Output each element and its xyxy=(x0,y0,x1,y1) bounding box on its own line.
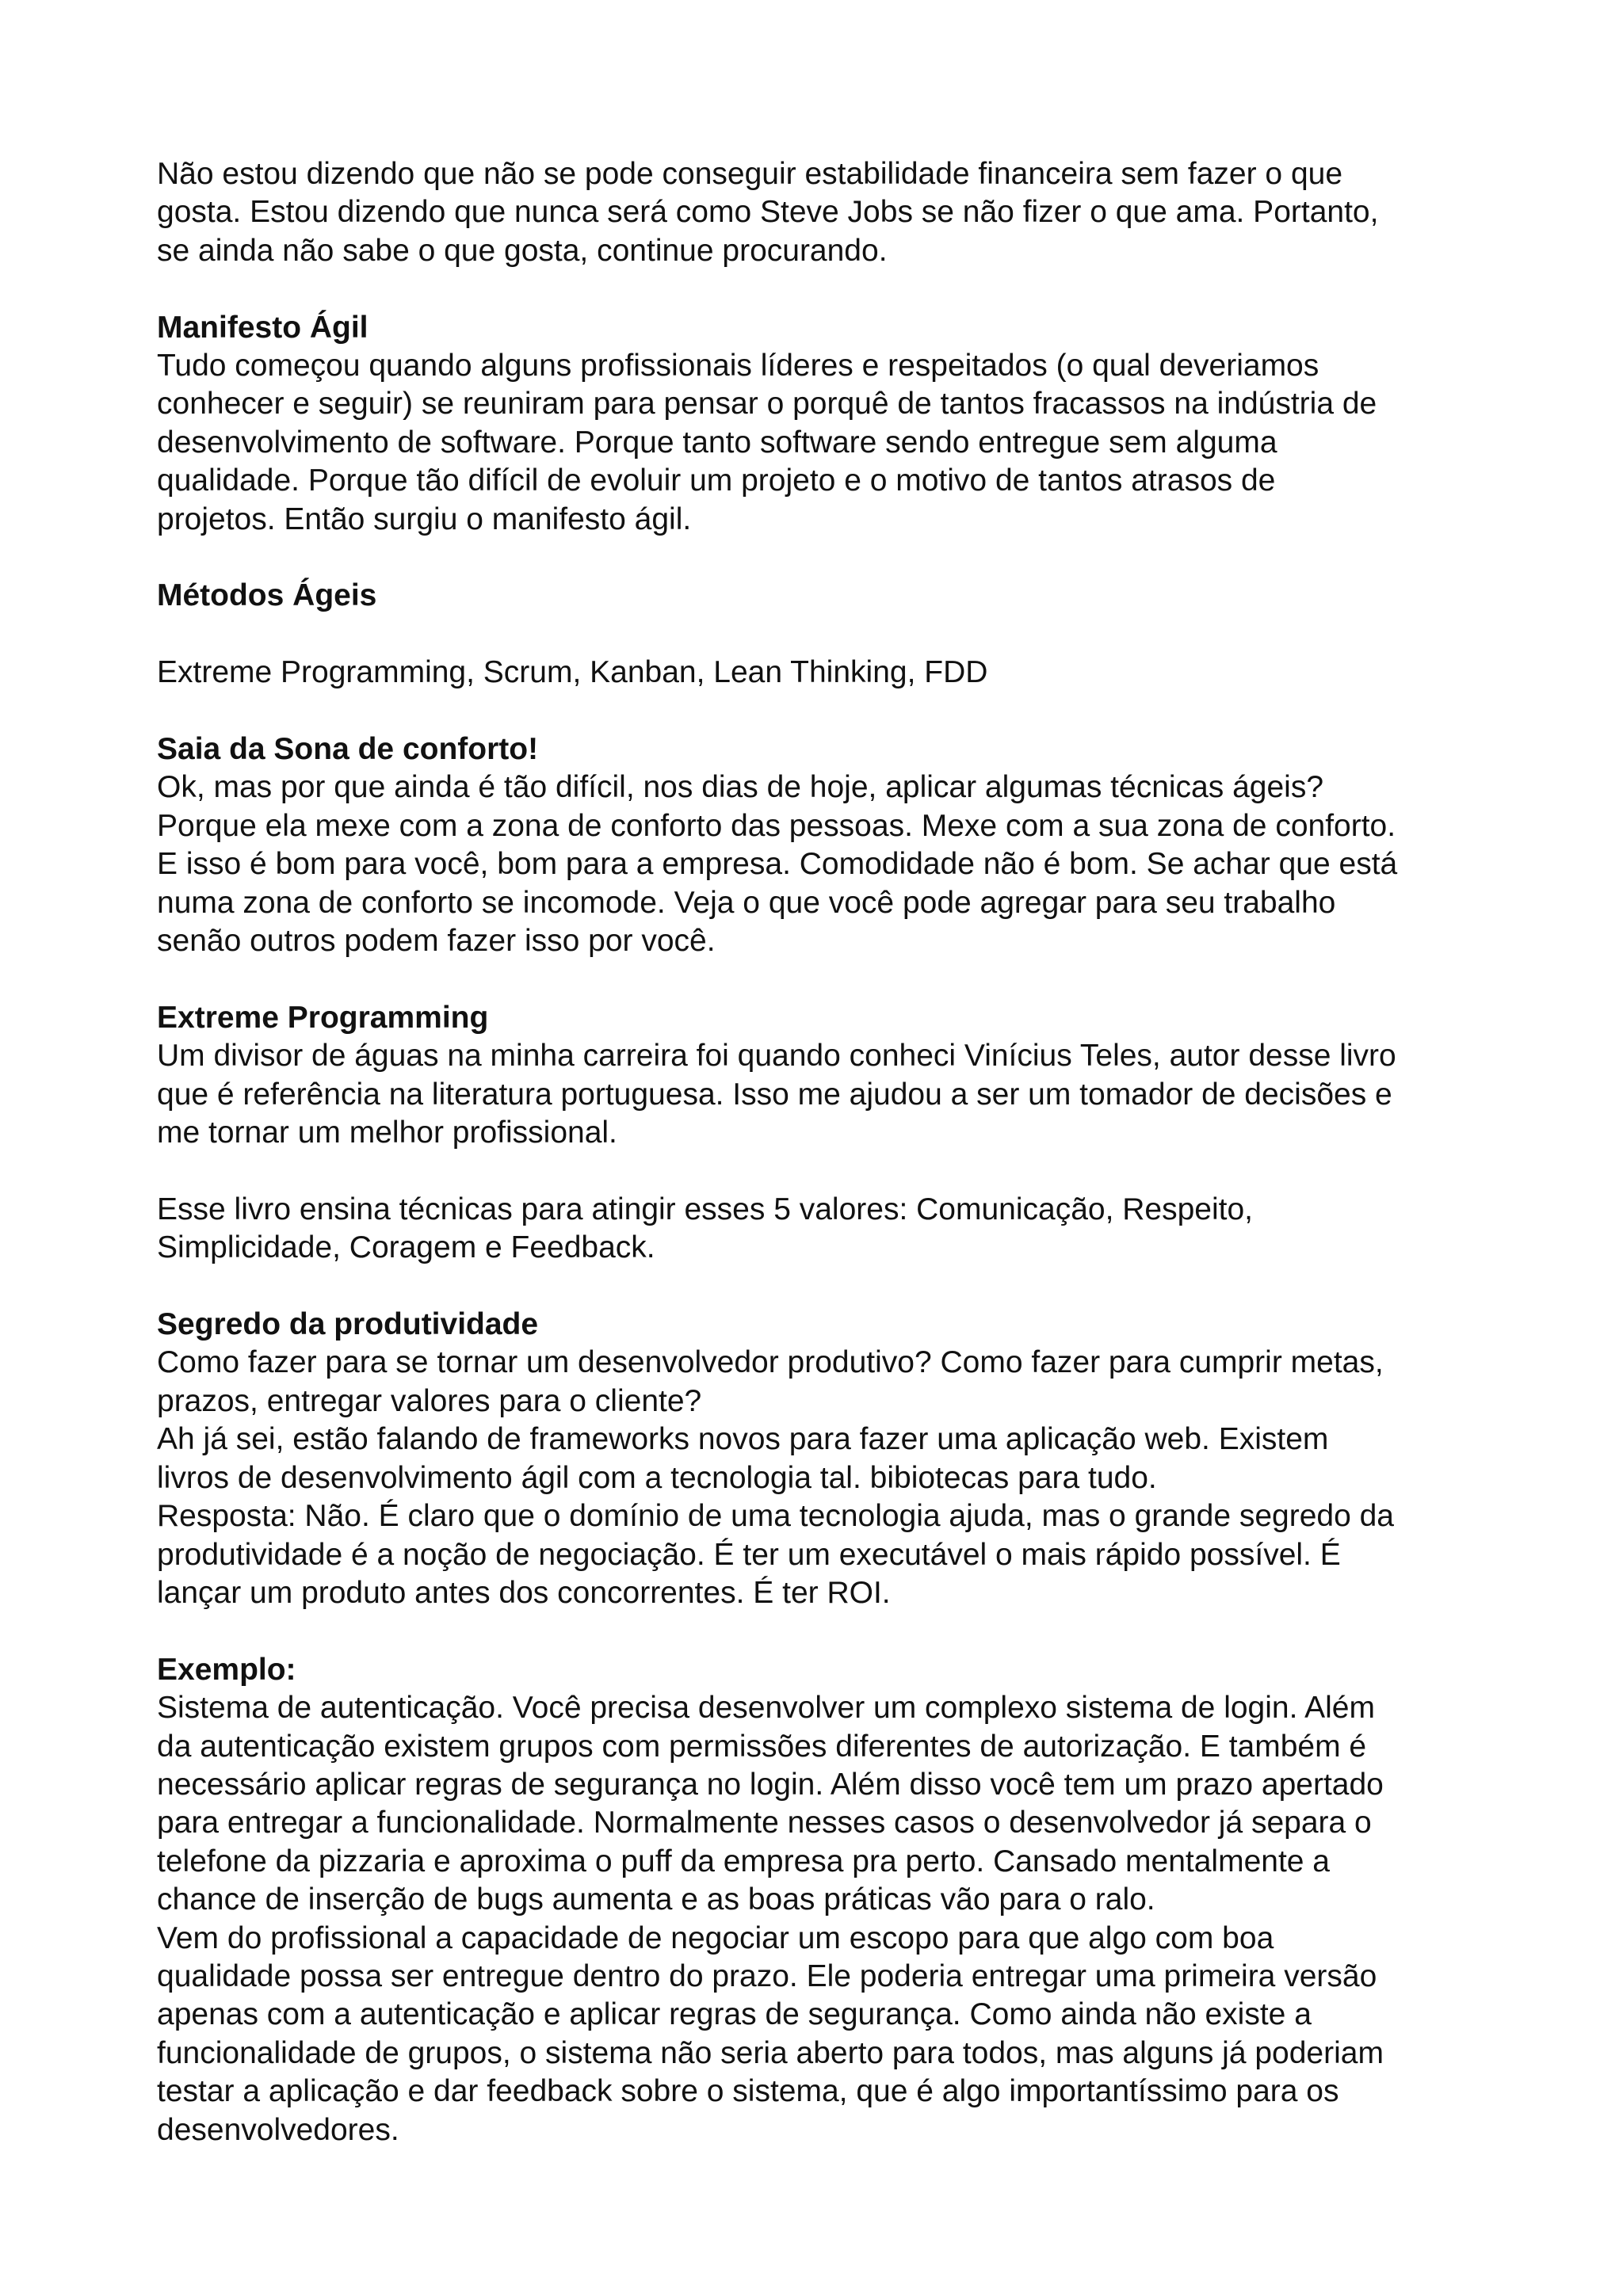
spacer xyxy=(157,692,1504,730)
spacer xyxy=(157,616,1504,654)
manifesto-heading: Manifesto Ágil xyxy=(157,310,369,345)
metodos-paragraph: Extreme Programming, Scrum, Kanban, Lean Thinking, FDD xyxy=(157,655,988,690)
xp-paragraph: Um divisor de águas na minha carreira foi quando conheci Vinícius Teles, autor desse livro que é referência na literatura portuguesa. Isso me ajudou a ser um tomador de decisões e me tornar um melhor profissional. xyxy=(157,1039,1396,1150)
spacer xyxy=(157,539,1504,577)
exemplo-paragraph: Sistema de autenticação. Você precisa desenvolver um complexo sistema de login. Além da autenticação existem grupos com permissões diferentes de autorização. E também é necessário aplicar regras de segurança no login. Além disso você tem um prazo apertado para entregar a funcionalidade. Normalmente nesses casos o desenvolvedor já separa o telefone da pizzaria e aproxima o puff da empresa pra perto. Cansado mentalmente a chance de inserção de bugs aumenta e as boas práticas vão para o ralo. Vem do profissional a capacidade de negociar um escopo para que algo com boa qualidade possa ser entregue dentro do prazo. Ele poderia entregar uma primeira versão apenas com a autenticação e aplicar regras de segurança. Como ainda não existe a funcionalidade de grupos, o sistema não seria aberto para todos, mas alguns já poderiam testar a aplicação e dar feedback sobre o sistema, que é algo importantíssimo para os desenvolvedores. xyxy=(157,1691,1384,2147)
xp-paragraph-2: Esse livro ensina técnicas para atingir esses 5 valores: Comunicação, Respeito, Simplicidade, Coragem e Feedback. xyxy=(157,1192,1254,1265)
document-page xyxy=(157,155,1504,2149)
spacer xyxy=(157,270,1504,308)
zona-heading: Saia da Sona de conforto! xyxy=(157,732,539,767)
zona-paragraph: Ok, mas por que ainda é tão difícil, nos dias de hoje, aplicar algumas técnicas ágeis? Porque ela mexe com a zona de conforto das pessoas. Mexe com a sua zona de conforto. E isso é bom para você, bom para a empresa. Comodidade não é bom. Se achar que está numa zona de conforto se incomode. Veja o que você pode agregar para seu trabalho senão outros podem fazer isso por você. xyxy=(157,770,1398,959)
spacer xyxy=(157,1152,1504,1190)
segredo-paragraph: Como fazer para se tornar um desenvolvedor produtivo? Como fazer para cumprir metas, prazos, entregar valores para o cliente? Ah já sei, estão falando de frameworks novos para fazer uma aplicação web. Existem livros de desenvolvimento ágil com a tecnologia tal. bibiotecas para tudo. Resposta: Não. É claro que o domínio de uma tecnologia ajuda, mas o grande segredo da produtividade é a noção de negociação. É ter um executável o mais rápido possível. É lançar um produto antes dos concorrentes. É ter ROI. xyxy=(157,1345,1394,1610)
segredo-heading: Segredo da produtividade xyxy=(157,1307,539,1342)
intro-paragraph: Não estou dizendo que não se pode conseguir estabilidade financeira sem fazer o que gosta. Estou dizendo que nunca será como Steve Jobs se não fizer o que ama. Portanto, se ainda não sabe o que gosta, continue procurando. xyxy=(157,157,1379,268)
manifesto-paragraph: Tudo começou quando alguns profissionais líderes e respeitados (o qual deveriamos conhecer e seguir) se reuniram para pensar o porquê de tantos fracassos na indústria de desenvolvimento de software. Porque tanto software sendo entregue sem alguma qualidade. Porque tão difícil de evoluir um projeto e o motivo de tantos atrasos de projetos. Então surgiu o manifesto ágil. xyxy=(157,349,1377,536)
xp-heading: Extreme Programming xyxy=(157,1000,489,1035)
spacer xyxy=(157,1612,1504,1650)
spacer xyxy=(157,1268,1504,1306)
spacer xyxy=(157,960,1504,998)
exemplo-heading: Exemplo: xyxy=(157,1652,296,1687)
metodos-heading: Métodos Ágeis xyxy=(157,578,377,613)
